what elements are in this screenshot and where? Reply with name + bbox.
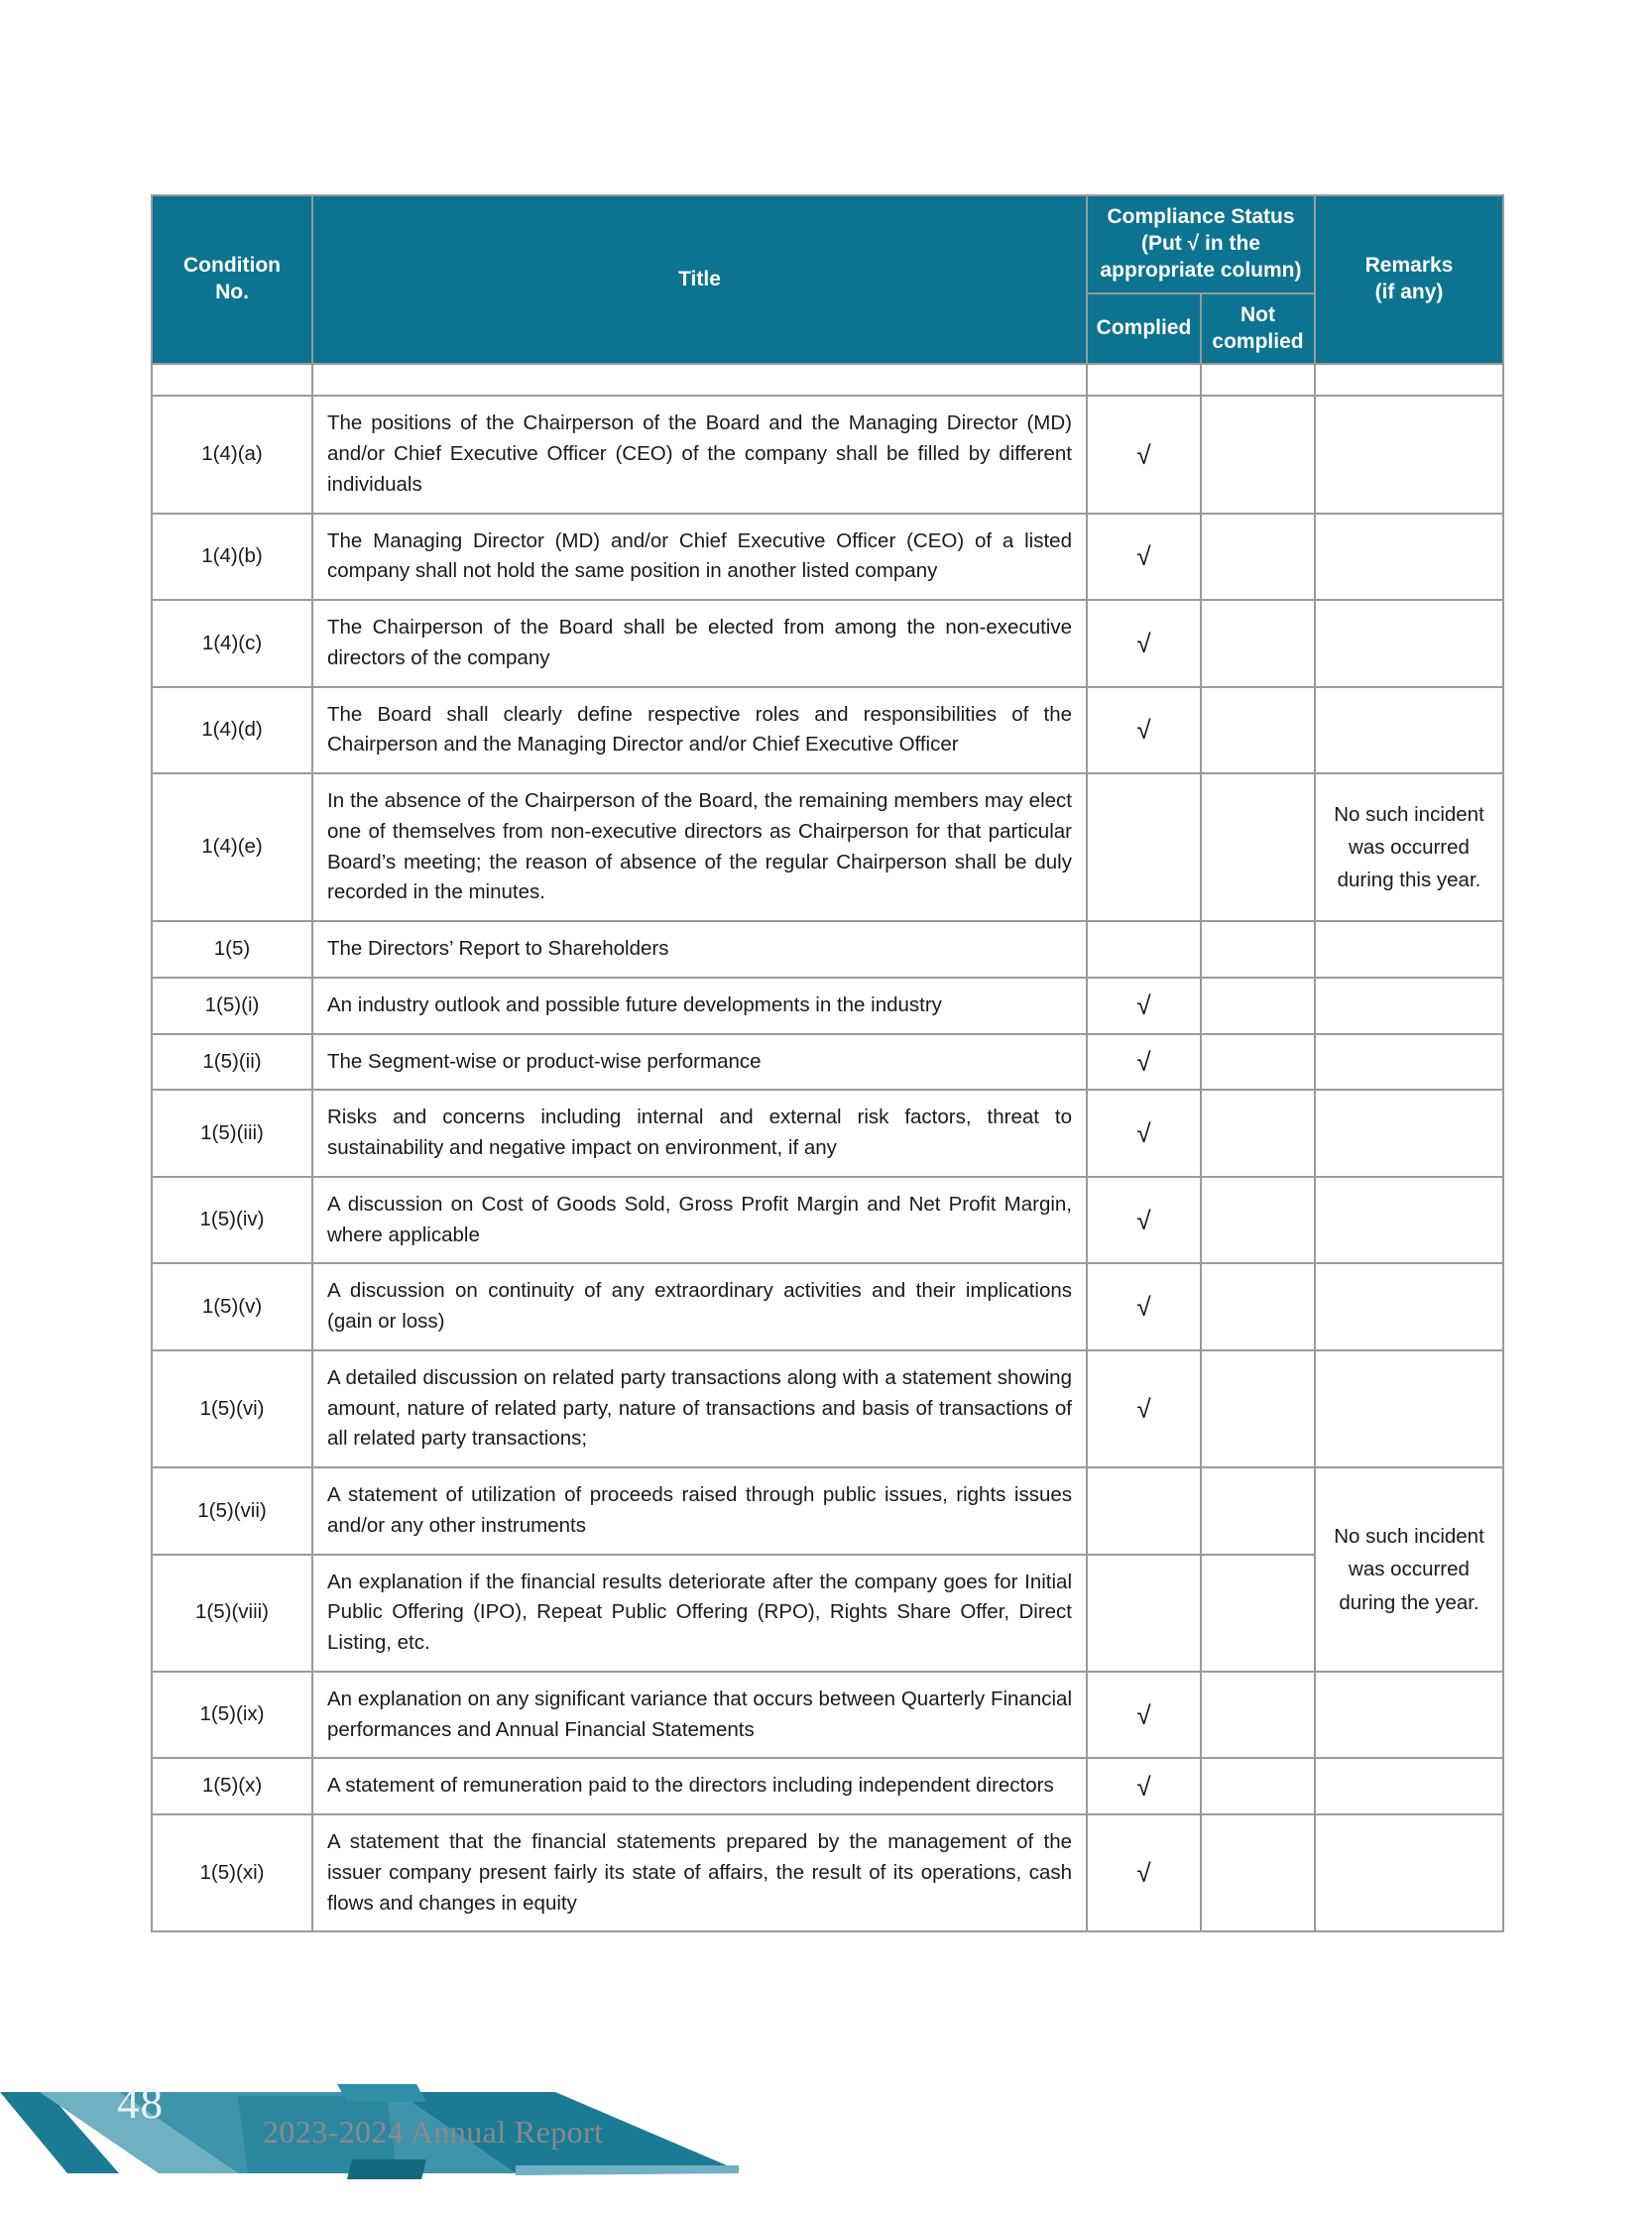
cell-complied-check: √ — [1087, 1034, 1201, 1091]
cell-condition-no: 1(5)(vii) — [152, 1467, 312, 1555]
table-row — [152, 396, 1503, 513]
footer-report-label: 2023-2024 Annual Report — [263, 2114, 604, 2150]
cell-condition-no: 1(5)(viii) — [152, 1555, 312, 1672]
cell-not-complied-check — [1201, 978, 1315, 1034]
table-row — [152, 687, 1503, 774]
header-compliance-status — [1087, 195, 1315, 293]
table-row — [152, 921, 1503, 978]
cell-complied-check: √ — [1087, 978, 1201, 1034]
table-spacer-row — [152, 364, 1503, 396]
cell-condition-no: 1(5)(xi) — [152, 1814, 312, 1931]
cell-title: The Directors’ Report to Shareholders — [312, 921, 1087, 978]
cell-complied-check: √ — [1087, 396, 1201, 513]
header-remarks — [1315, 195, 1503, 364]
cell-remarks — [1315, 600, 1503, 687]
cell-condition-no: 1(5)(iii) — [152, 1090, 312, 1177]
cell-remarks: No such incident was occurred during the year. — [1315, 1467, 1503, 1672]
cell-condition-no: 1(5)(ii) — [152, 1034, 312, 1091]
cell-condition-no: 1(5)(iv) — [152, 1177, 312, 1264]
cell-complied-check: √ — [1087, 514, 1201, 601]
cell-complied-check: √ — [1087, 1177, 1201, 1264]
cell-not-complied-check — [1201, 600, 1315, 687]
table-row — [152, 1350, 1503, 1467]
cell-complied-check — [1087, 773, 1201, 921]
header-condition-no-line1: Condition — [183, 254, 281, 278]
cell-complied-check: √ — [1087, 1350, 1201, 1467]
cell-title: A discussion on Cost of Goods Sold, Gross Profit Margin and Net Profit Margin, where applicable — [312, 1177, 1087, 1264]
header-not-complied — [1201, 293, 1315, 365]
cell-remarks — [1315, 978, 1503, 1034]
cell-title: The Chairperson of the Board shall be elected from among the non-executive directors of the company — [312, 600, 1087, 687]
footer-ribbon-graphic — [0, 1985, 1652, 2213]
cell-condition-no: 1(5)(x) — [152, 1758, 312, 1814]
cell-title: Risks and concerns including internal and external risk factors, threat to sustainability and negative impact on environment, if any — [312, 1090, 1087, 1177]
cell-remarks — [1315, 1672, 1503, 1759]
compliance-table — [151, 194, 1504, 1932]
table-row — [152, 1177, 1503, 1264]
cell-condition-no — [152, 364, 312, 396]
cell-title — [312, 364, 1087, 396]
cell-condition-no: 1(5) — [152, 921, 312, 978]
cell-not-complied-check — [1201, 514, 1315, 601]
header-not-complied-line2: complied — [1212, 329, 1304, 353]
compliance-table-container — [151, 194, 1504, 1932]
cell-not-complied-check — [1201, 1034, 1315, 1091]
table-row — [152, 1672, 1503, 1759]
table-row — [152, 514, 1503, 601]
table-row — [152, 1263, 1503, 1350]
cell-title: In the absence of the Chairperson of the Board, the remaining members may elect one of themselves from non-executive directors as Chairperson for that particular Board’s meeting; the reason of absence of the regular Chairperson shall be duly recorded in the minutes. — [312, 773, 1087, 921]
header-row-1 — [152, 195, 1503, 293]
table-row — [152, 1034, 1503, 1091]
cell-complied-check — [1087, 1467, 1201, 1555]
cell-not-complied-check — [1201, 364, 1315, 396]
cell-title: A detailed discussion on related party transactions along with a statement showing amount, nature of related party, nature of transactions and basis of transactions of all related party transactions; — [312, 1350, 1087, 1467]
cell-not-complied-check — [1201, 921, 1315, 978]
cell-title: An industry outlook and possible future developments in the industry — [312, 978, 1087, 1034]
cell-title: A discussion on continuity of any extraordinary activities and their implications (gain or loss) — [312, 1263, 1087, 1350]
header-title: Title — [312, 195, 1087, 364]
cell-complied-check — [1087, 1555, 1201, 1672]
cell-remarks — [1315, 1814, 1503, 1931]
cell-title: The Board shall clearly define respective roles and responsibilities of the Chairperson and the Managing Director and/or Chief Executive Officer — [312, 687, 1087, 774]
cell-remarks — [1315, 1263, 1503, 1350]
cell-condition-no: 1(5)(ix) — [152, 1672, 312, 1759]
cell-complied-check: √ — [1087, 1263, 1201, 1350]
table-row — [152, 600, 1503, 687]
cell-complied-check: √ — [1087, 1814, 1201, 1931]
cell-remarks — [1315, 364, 1503, 396]
header-remarks-line2: (if any) — [1374, 281, 1444, 304]
cell-complied-check: √ — [1087, 1090, 1201, 1177]
cell-condition-no: 1(5)(v) — [152, 1263, 312, 1350]
cell-remarks — [1315, 1350, 1503, 1467]
cell-complied-check: √ — [1087, 687, 1201, 774]
cell-title: An explanation on any significant variance that occurs between Quarterly Financial performances and Annual Financial Statements — [312, 1672, 1087, 1759]
cell-remarks — [1315, 1034, 1503, 1091]
cell-condition-no: 1(4)(a) — [152, 396, 312, 513]
cell-title: The Segment-wise or product-wise performance — [312, 1034, 1087, 1091]
cell-remarks — [1315, 1758, 1503, 1814]
cell-remarks — [1315, 687, 1503, 774]
cell-not-complied-check — [1201, 1555, 1315, 1672]
cell-remarks — [1315, 1177, 1503, 1264]
table-row — [152, 1090, 1503, 1177]
page-footer — [0, 1985, 1652, 2213]
table-row — [152, 1814, 1503, 1931]
header-not-complied-line1: Not — [1240, 302, 1275, 326]
cell-not-complied-check — [1201, 396, 1315, 513]
cell-condition-no: 1(4)(e) — [152, 773, 312, 921]
table-row — [152, 1467, 1503, 1555]
cell-condition-no: 1(4)(d) — [152, 687, 312, 774]
cell-remarks: No such incident was occurred during this year. — [1315, 773, 1503, 921]
cell-title: A statement that the financial statements prepared by the management of the issuer company present fairly its state of affairs, the result of its operations, cash flows and changes in equity — [312, 1814, 1087, 1931]
cell-not-complied-check — [1201, 1814, 1315, 1931]
cell-condition-no: 1(4)(c) — [152, 600, 312, 687]
header-remarks-line1: Remarks — [1364, 254, 1454, 278]
cell-not-complied-check — [1201, 1758, 1315, 1814]
cell-complied-check: √ — [1087, 600, 1201, 687]
table-header — [152, 195, 1503, 364]
cell-not-complied-check — [1201, 1263, 1315, 1350]
cell-not-complied-check — [1201, 1467, 1315, 1555]
cell-remarks — [1315, 396, 1503, 513]
header-condition-no-line2: No. — [215, 281, 249, 304]
header-compliance-status-line2: (Put √ in the — [1140, 231, 1260, 255]
cell-title: A statement of utilization of proceeds raised through public issues, rights issues and/or any other instruments — [312, 1467, 1087, 1555]
cell-remarks — [1315, 921, 1503, 978]
cell-title: The Managing Director (MD) and/or Chief Executive Officer (CEO) of a listed company shall not hold the same position in another listed company — [312, 514, 1087, 601]
cell-remarks — [1315, 514, 1503, 601]
header-condition-no — [152, 195, 312, 364]
table-row — [152, 1758, 1503, 1814]
page-number: 48 — [117, 2078, 164, 2128]
cell-not-complied-check — [1201, 1672, 1315, 1759]
cell-remarks — [1315, 1090, 1503, 1177]
cell-not-complied-check — [1201, 687, 1315, 774]
cell-condition-no: 1(4)(b) — [152, 514, 312, 601]
table-row — [152, 773, 1503, 921]
cell-not-complied-check — [1201, 773, 1315, 921]
cell-not-complied-check — [1201, 1177, 1315, 1264]
header-compliance-status-line1: Compliance Status — [1107, 205, 1295, 228]
header-complied: Complied — [1087, 293, 1201, 365]
cell-complied-check — [1087, 921, 1201, 978]
cell-not-complied-check — [1201, 1090, 1315, 1177]
cell-condition-no: 1(5)(vi) — [152, 1350, 312, 1467]
cell-title: The positions of the Chairperson of the Board and the Managing Director (MD) and/or Chief Executive Officer (CEO) of the company shall be filled by different individuals — [312, 396, 1087, 513]
header-compliance-status-line3: appropriate column) — [1100, 258, 1302, 282]
table-row — [152, 1555, 1503, 1672]
cell-complied-check: √ — [1087, 1758, 1201, 1814]
table-body — [152, 364, 1503, 1931]
cell-complied-check: √ — [1087, 1672, 1201, 1759]
cell-complied-check — [1087, 364, 1201, 396]
cell-title: An explanation if the financial results deteriorate after the company goes for Initial Public Offering (IPO), Repeat Public Offering (RPO), Rights Share Offer, Direct Listing, etc. — [312, 1555, 1087, 1672]
table-row — [152, 978, 1503, 1034]
cell-title: A statement of remuneration paid to the directors including independent directors — [312, 1758, 1087, 1814]
cell-not-complied-check — [1201, 1350, 1315, 1467]
cell-condition-no: 1(5)(i) — [152, 978, 312, 1034]
